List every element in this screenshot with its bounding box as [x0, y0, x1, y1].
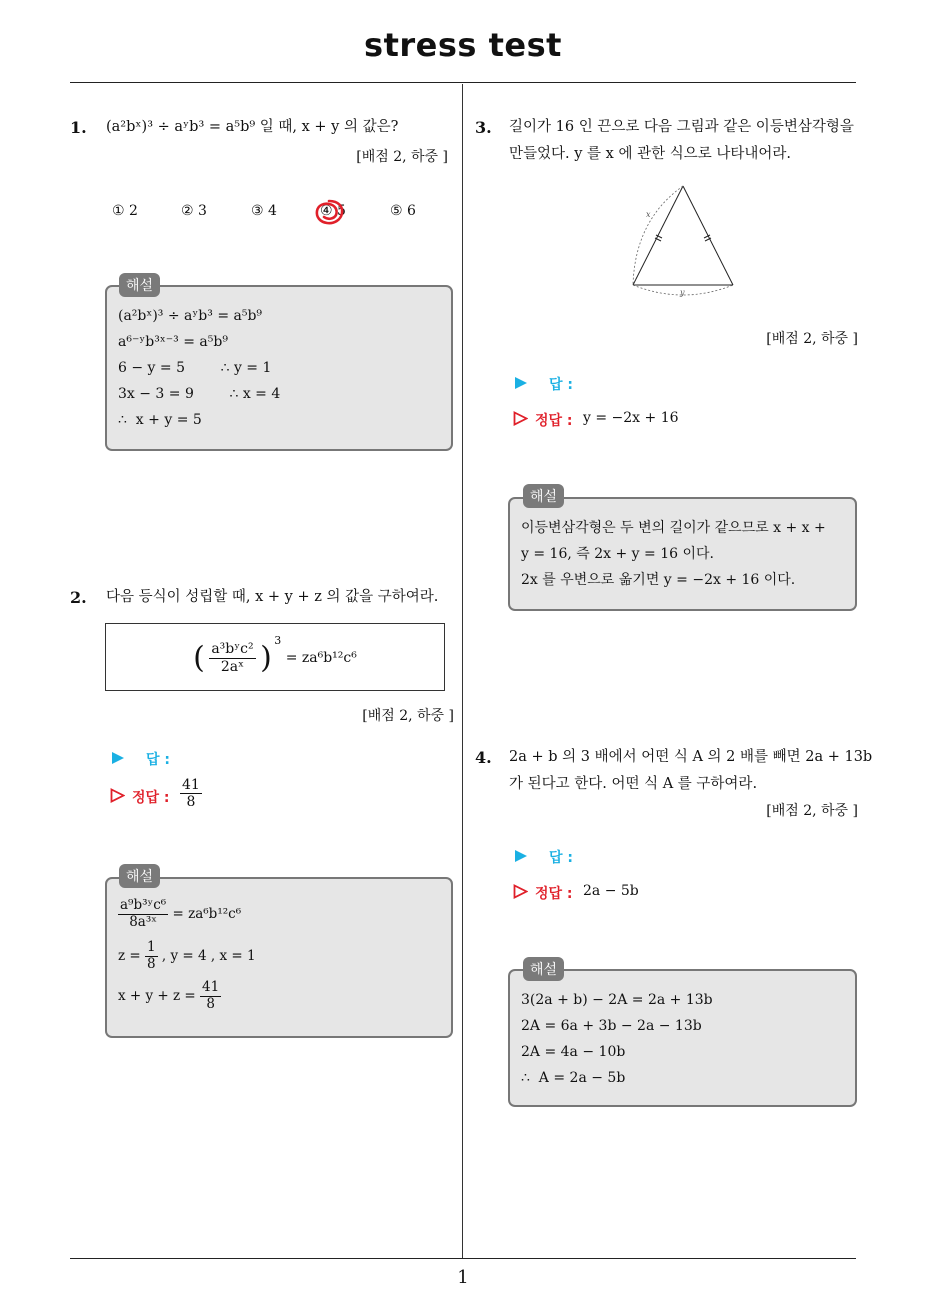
play-triangle-icon	[514, 849, 528, 863]
q3-number: 3.	[475, 118, 492, 137]
q2-exp2-lhs: z =	[118, 948, 141, 965]
q2-text: 다음 등식이 성립할 때, x + y + z 의 값을 구하여라.	[106, 589, 439, 605]
q4-number: 4.	[475, 748, 492, 767]
header-rule	[70, 82, 856, 83]
q3-text-line-1: 길이가 16 인 끈으로 다음 그림과 같은 이등변삼각형을	[509, 119, 854, 135]
q1-choice-2[interactable]: ② 3	[181, 203, 207, 219]
q4-text-line-2: 가 된다고 한다. 어떤 식 A 를 구하여라.	[509, 776, 758, 792]
q2-exp3-lhs: x + y + z =	[118, 988, 196, 1005]
q1-exp-line-4: 3x − 3 = 9 ∴ x = 4	[118, 386, 281, 402]
q3-explanation-tag: 해설	[523, 484, 564, 508]
q3-exp-line-2: y = 16, 즉 2x + y = 16 이다.	[521, 546, 714, 562]
q2-number: 2.	[70, 588, 87, 607]
page-title: stress test	[364, 26, 562, 64]
q4-exp-line-2: 2A = 6a + 3b − 2a − 13b	[521, 1018, 702, 1034]
q4-exp-line-1: 3(2a + b) − 2A = 2a + 13b	[521, 992, 713, 1008]
q2-exp2-rhs: , y = 4 , x = 1	[161, 948, 256, 965]
q2-exp1-num: a⁹b³ʸc⁶	[120, 897, 167, 913]
play-triangle-icon	[111, 751, 125, 765]
q2-explanation-tag: 해설	[119, 864, 160, 888]
q2-exp3-den: 8	[206, 995, 215, 1012]
q2-eq-rhs: = za⁶b¹²c⁶	[285, 650, 357, 666]
q1-explanation-tag: 해설	[119, 273, 160, 297]
isosceles-triangle-figure	[620, 180, 745, 305]
q2-correct-den: 8	[186, 794, 196, 811]
red-circle-mark-icon	[312, 197, 346, 227]
q3-text-line-2: 만들었다. y 를 x 에 관한 식으로 나타내어라.	[509, 146, 791, 162]
q1-choice-3[interactable]: ③ 4	[251, 203, 277, 219]
figure-x-label: x	[646, 210, 651, 219]
figure-y-label: y	[680, 288, 685, 297]
q2-right-paren: )	[260, 640, 272, 676]
q2-correct-num: 41	[182, 777, 200, 793]
outline-triangle-icon	[513, 884, 528, 899]
q2-exp-line-2	[118, 940, 256, 972]
q2-exp1-fraction	[118, 898, 168, 930]
q1-exp-line-1: (a²bˣ)³ ÷ aʸb³ = a⁵b⁹	[118, 308, 263, 324]
q2-exp1-rhs: = za⁶b¹²c⁶	[172, 906, 242, 923]
q1-exp-line-2: a⁶⁻ʸb³ˣ⁻³ = a⁵b⁹	[118, 334, 228, 350]
q2-exp1-den: 8a³ˣ	[129, 913, 157, 930]
q3-answer-label: 답 :	[549, 377, 573, 393]
q3-correct-value: y = −2x + 16	[583, 410, 679, 426]
q1-text: (a²bˣ)³ ÷ aʸb³ = a⁵b⁹ 일 때, x + y 의 값은?	[106, 119, 399, 135]
q2-left-paren: (	[193, 640, 205, 676]
outline-triangle-icon	[513, 411, 528, 426]
q4-explanation-tag: 해설	[523, 957, 564, 981]
q4-text-line-1: 2a + b 의 3 배에서 어떤 식 A 의 2 배를 빼면 2a + 13b	[509, 749, 873, 765]
q3-correct-label: 정답 :	[535, 413, 573, 429]
q2-equation-box	[105, 623, 445, 691]
q2-equation-fraction	[209, 641, 255, 674]
q2-eq-numerator: a³bʸc²	[211, 641, 254, 658]
q2-eq-power: 3	[274, 634, 282, 647]
q1-choice-1[interactable]: ① 2	[112, 203, 138, 219]
q2-correct-fraction	[180, 777, 202, 810]
q2-correct-label: 정답 :	[132, 790, 170, 806]
q3-meta: [배점 2, 하중 ]	[766, 331, 858, 347]
q2-eq-denominator: 2aˣ	[220, 658, 245, 675]
column-divider	[462, 84, 463, 1258]
footer-rule	[70, 1258, 856, 1259]
q2-meta: [배점 2, 하중 ]	[362, 708, 454, 724]
q4-exp-line-4: ∴ A = 2a − 5b	[521, 1070, 626, 1086]
q4-meta: [배점 2, 하중 ]	[766, 803, 858, 819]
q3-exp-line-3: 2x 를 우변으로 옮기면 y = −2x + 16 이다.	[521, 572, 796, 588]
q1-choice-4[interactable]: ④ 5	[320, 203, 346, 219]
q4-correct-value: 2a − 5b	[583, 883, 639, 899]
q1-exp-line-5: ∴ x + y = 5	[118, 412, 202, 428]
page-number: 1	[457, 1267, 469, 1288]
q4-correct-label: 정답 :	[535, 886, 573, 902]
q2-exp3-fraction	[200, 980, 221, 1012]
q1-choice-5[interactable]: ⑤ 6	[390, 203, 416, 219]
q3-exp-line-1: 이등변삼각형은 두 변의 길이가 같으므로 x + x +	[521, 520, 826, 536]
q2-exp3-num: 41	[202, 979, 220, 995]
q2-answer-label: 답 :	[146, 752, 170, 768]
q1-exp-line-3: 6 − y = 5 ∴ y = 1	[118, 360, 272, 376]
q1-number: 1.	[70, 118, 87, 137]
q2-exp2-den: 8	[147, 955, 156, 972]
q2-exp2-num: 1	[147, 939, 156, 955]
q2-exp-line-3	[118, 980, 221, 1012]
outline-triangle-icon	[110, 788, 125, 803]
q2-exp-line-1	[118, 898, 241, 930]
q1-meta: [배점 2, 하중 ]	[356, 149, 448, 165]
play-triangle-icon	[514, 376, 528, 390]
q4-answer-label: 답 :	[549, 850, 573, 866]
q2-exp2-fraction	[145, 940, 158, 972]
q4-exp-line-3: 2A = 4a − 10b	[521, 1044, 626, 1060]
